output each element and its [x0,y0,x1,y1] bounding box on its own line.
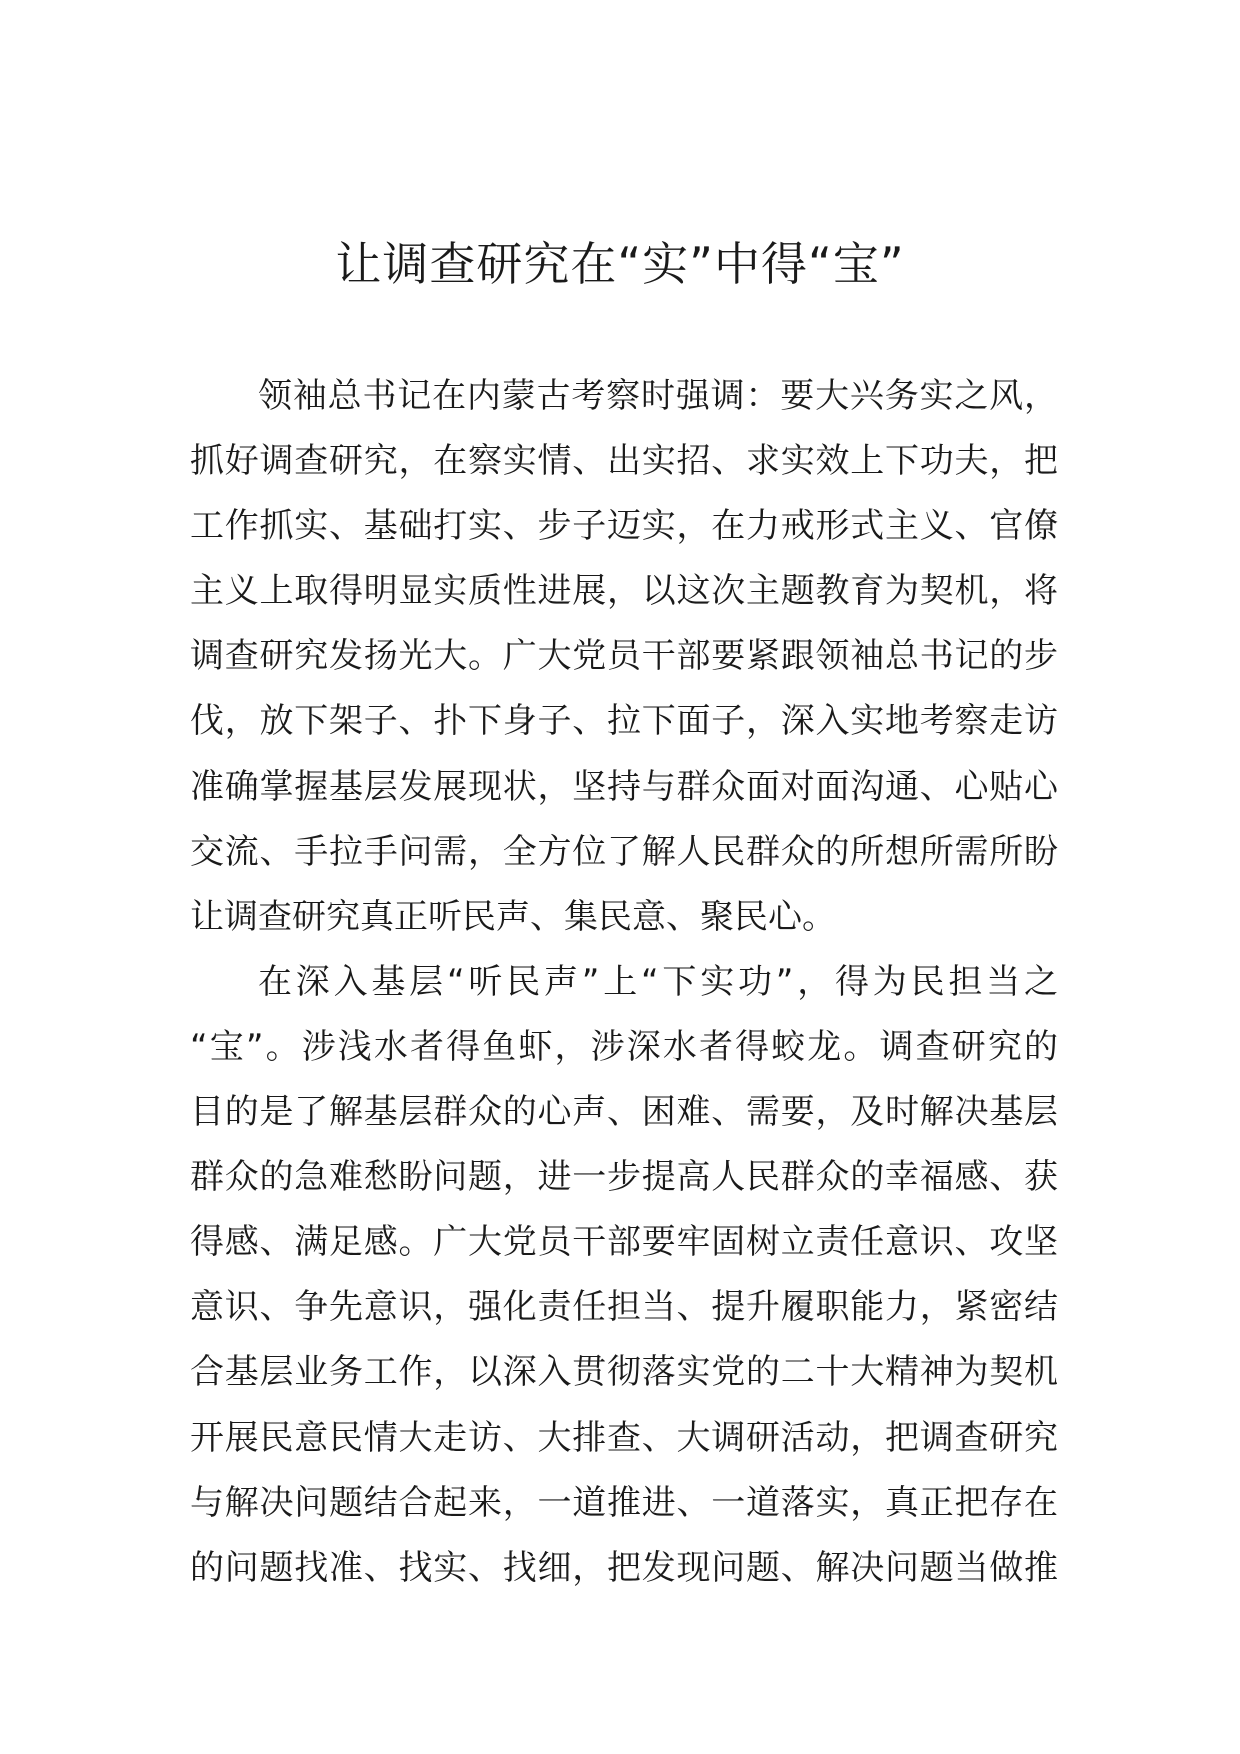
paragraph-line: 的问题找准、找实、找细，把发现问题、解决问题当做推 [190,1547,1058,1588]
paragraph-line: 让调查研究真正听民声、集民意、聚民心。 [190,896,836,937]
paragraph-line: 得感、满足感。广大党员干部要牢固树立责任意识、攻坚 [190,1222,1058,1263]
paragraph-line: 意识、争先意识，强化责任担当、提升履职能力，紧密结 [190,1287,1058,1328]
document-body [190,364,1058,1601]
paragraph-line: 群众的急难愁盼问题，进一步提高人民群众的幸福感、获 [190,1157,1058,1198]
paragraph-1 [190,364,1058,950]
paragraph-2 [190,950,1058,1601]
paragraph-line: 主义上取得明显实质性进展，以这次主题教育为契机，将 [190,571,1058,612]
paragraph-line: 在深入基层“听民声”上“下实功”，得为民担当之 [258,961,1058,1002]
paragraph-line: 目的是了解基层群众的心声、困难、需要，及时解决基层 [190,1092,1058,1133]
paragraph-line: 与解决问题结合起来，一道推进、一道落实，真正把存在 [190,1482,1058,1523]
paragraph-line: “宝”。涉浅水者得鱼虾，涉深水者得蛟龙。调查研究的 [190,1026,1058,1067]
paragraph-line: 合基层业务工作，以深入贯彻落实党的二十大精神为契机 [190,1352,1058,1393]
paragraph-line: 抓好调查研究，在察实情、出实招、求实效上下功夫，把 [190,441,1058,482]
paragraph-line: 伐，放下架子、扑下身子、拉下面子，深入实地考察走访 [190,701,1058,742]
paragraph-line: 调查研究发扬光大。广大党员干部要紧跟领袖总书记的步 [190,636,1058,677]
paragraph-line: 准确掌握基层发展现状，坚持与群众面对面沟通、心贴心 [190,766,1058,807]
paragraph-line: 工作抓实、基础打实、步子迈实，在力戒形式主义、官僚 [190,506,1058,547]
paragraph-line: 开展民意民情大走访、大排查、大调研活动，把调查研究 [190,1417,1058,1458]
document-title: 让调查研究在“实”中得“宝” [335,237,905,291]
paragraph-line: 领袖总书记在内蒙古考察时强调：要大兴务实之风， [258,376,1058,416]
paragraph-line: 交流、手拉手问需，全方位了解人民群众的所想所需所盼 [190,831,1058,872]
